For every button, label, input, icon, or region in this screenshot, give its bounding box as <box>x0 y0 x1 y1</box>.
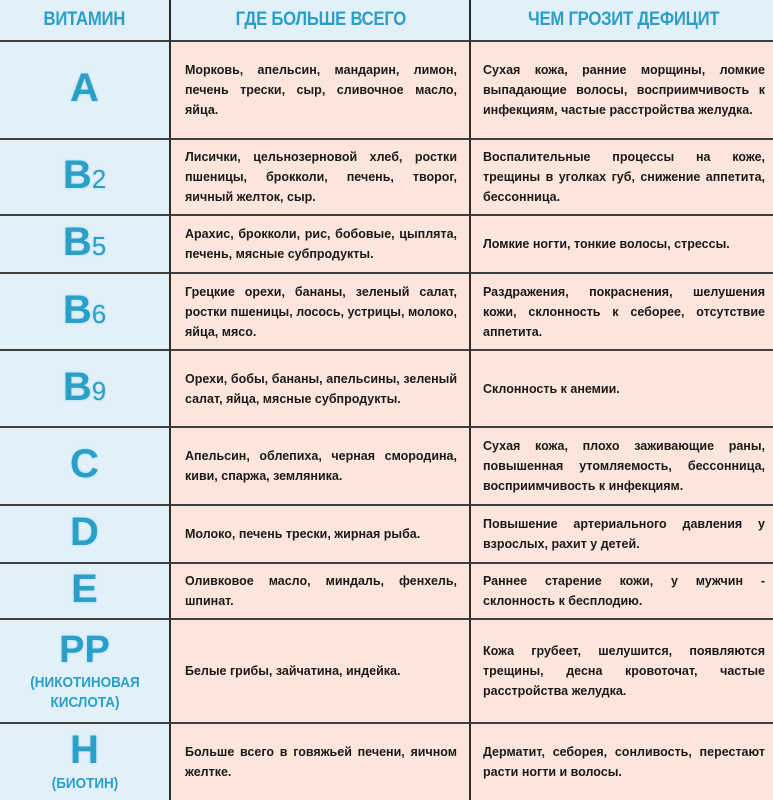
sources-cell <box>171 620 471 724</box>
deficiency-text: Склонность к анемии. <box>483 381 620 396</box>
vitamin-letter <box>70 512 99 556</box>
deficiency-cell <box>471 724 773 800</box>
header-sources-label: ГДЕ БОЛЬШЕ ВСЕГО <box>235 9 407 30</box>
vitamin-note: (БИОТИН) <box>51 775 118 792</box>
sources-text: Лисички, цельнозерновой хлеб, ростки пшеницы, брокколи, печень, творог, яичный желток, сыр. <box>185 150 457 204</box>
vitamin-letter-main: A <box>70 66 99 110</box>
vitamin-letter-main: B <box>62 153 92 197</box>
header-vitamin-label: ВИТАМИН <box>43 9 126 30</box>
vitamin-cell <box>0 216 171 274</box>
vitamin-cell <box>0 506 171 564</box>
sources-text: Орехи, бобы, бананы, апельсины, зеленый салат, яйца, мясные субпродукты. <box>185 371 457 406</box>
deficiency-cell <box>471 140 773 216</box>
sources-text: Белые грибы, зайчатина, индейка. <box>185 664 401 678</box>
vitamin-letter <box>70 68 99 112</box>
header-sources <box>171 0 471 42</box>
sources-text: Морковь, апельсин, мандарин, лимон, печень трески, сыр, сливочное масло, яйца. <box>185 63 457 117</box>
vitamin-letter <box>63 222 106 266</box>
sources-cell <box>171 564 471 620</box>
sources-text: Молоко, печень трески, жирная рыба. <box>185 527 421 541</box>
vitamin-cell <box>0 274 171 351</box>
header-deficiency <box>471 0 773 42</box>
vitamin-letter-main: PP <box>59 628 110 671</box>
vitamin-cell <box>0 724 171 800</box>
deficiency-cell <box>471 216 773 274</box>
vitamin-letter-sub: 2 <box>91 164 107 194</box>
sources-cell <box>171 428 471 506</box>
sources-text: Грецкие орехи, бананы, зеленый салат, ростки пшеницы, лосось, устрицы, молоко, яйца, мясо. <box>185 284 457 339</box>
vitamin-letter <box>62 287 107 334</box>
vitamin-letter <box>70 444 99 488</box>
vitamin-letter-sub: 9 <box>91 375 107 406</box>
sources-cell <box>171 724 471 800</box>
sources-text: Больше всего в говяжьей печени, яичном желтке. <box>185 745 457 779</box>
sources-cell <box>171 216 471 274</box>
vitamin-note: (НИКОТИНОВАЯ КИСЛОТА) <box>29 673 140 711</box>
sources-text: Апельсин, облепиха, черная смородина, киви, спаржа, земляника. <box>185 449 457 483</box>
deficiency-text: Сухая кожа, плохо заживающие раны, повышенная утомляемость, бессонница, восприимчивость к инфекциям. <box>483 439 765 493</box>
deficiency-text: Сухая кожа, ранние морщины, ломкие выпадающие волосы, восприимчивость к инфекциям, частые расстройства желудка. <box>483 63 765 117</box>
deficiency-cell <box>471 620 773 724</box>
deficiency-text: Воспалительные процессы на коже, трещины в уголках губ, снижение аппетита, бессонница. <box>483 150 765 204</box>
vitamin-cell <box>0 351 171 428</box>
vitamin-letter <box>59 630 110 673</box>
deficiency-text: Повышение артериального давления у взрослых, рахит у детей. <box>483 517 765 551</box>
vitamin-letter-sub: 5 <box>91 231 107 261</box>
vitamin-letter <box>63 155 106 199</box>
vitamin-letter-main: B <box>62 364 92 409</box>
deficiency-cell <box>471 506 773 564</box>
vitamin-cell <box>0 140 171 216</box>
vitamin-letter-main: B <box>62 220 92 264</box>
sources-cell <box>171 351 471 428</box>
sources-cell <box>171 506 471 564</box>
header-vitamin <box>0 0 171 42</box>
deficiency-text: Раннее старение кожи, у мужчин - склонность к бесплодию. <box>483 574 765 608</box>
sources-cell <box>171 42 471 140</box>
deficiency-cell <box>471 564 773 620</box>
vitamin-cell <box>0 428 171 506</box>
sources-text: Оливковое масло, миндаль, фенхель, шпинат. <box>185 574 457 608</box>
vitamin-letter-main: D <box>70 510 99 554</box>
vitamin-letter-sub: 6 <box>91 298 107 329</box>
deficiency-cell <box>471 42 773 140</box>
deficiency-text: Кожа грубеет, шелушится, появляются трещины, десна кровоточат, частые расстройства желудка. <box>483 644 765 698</box>
vitamin-letter-main: C <box>70 442 99 486</box>
deficiency-cell <box>471 351 773 428</box>
vitamin-letter-main: H <box>70 728 99 772</box>
sources-cell <box>171 274 471 351</box>
vitamin-cell <box>0 620 171 724</box>
vitamin-cell <box>0 42 171 140</box>
vitamin-letter <box>70 730 99 774</box>
vitamin-letter-main: B <box>62 287 92 332</box>
vitamin-letter <box>62 364 107 411</box>
vitamin-cell <box>0 564 171 620</box>
header-deficiency-label: ЧЕМ ГРОЗИТ ДЕФИЦИТ <box>528 9 720 30</box>
vitamin-letter-main: E <box>71 567 98 611</box>
deficiency-cell <box>471 428 773 506</box>
deficiency-cell <box>471 274 773 351</box>
sources-text: Арахис, брокколи, рис, бобовые, цыплята, печень, мясные субпродукты. <box>185 227 457 261</box>
deficiency-text: Раздражения, покраснения, шелушения кожи, склонность к себорее, отсутствие аппетита. <box>483 284 765 339</box>
deficiency-text: Ломкие ногти, тонкие волосы, стрессы. <box>483 237 730 251</box>
deficiency-text: Дерматит, себорея, сонливость, перестают расти ногти и волосы. <box>483 745 765 779</box>
sources-cell <box>171 140 471 216</box>
vitamin-letter <box>71 569 98 613</box>
